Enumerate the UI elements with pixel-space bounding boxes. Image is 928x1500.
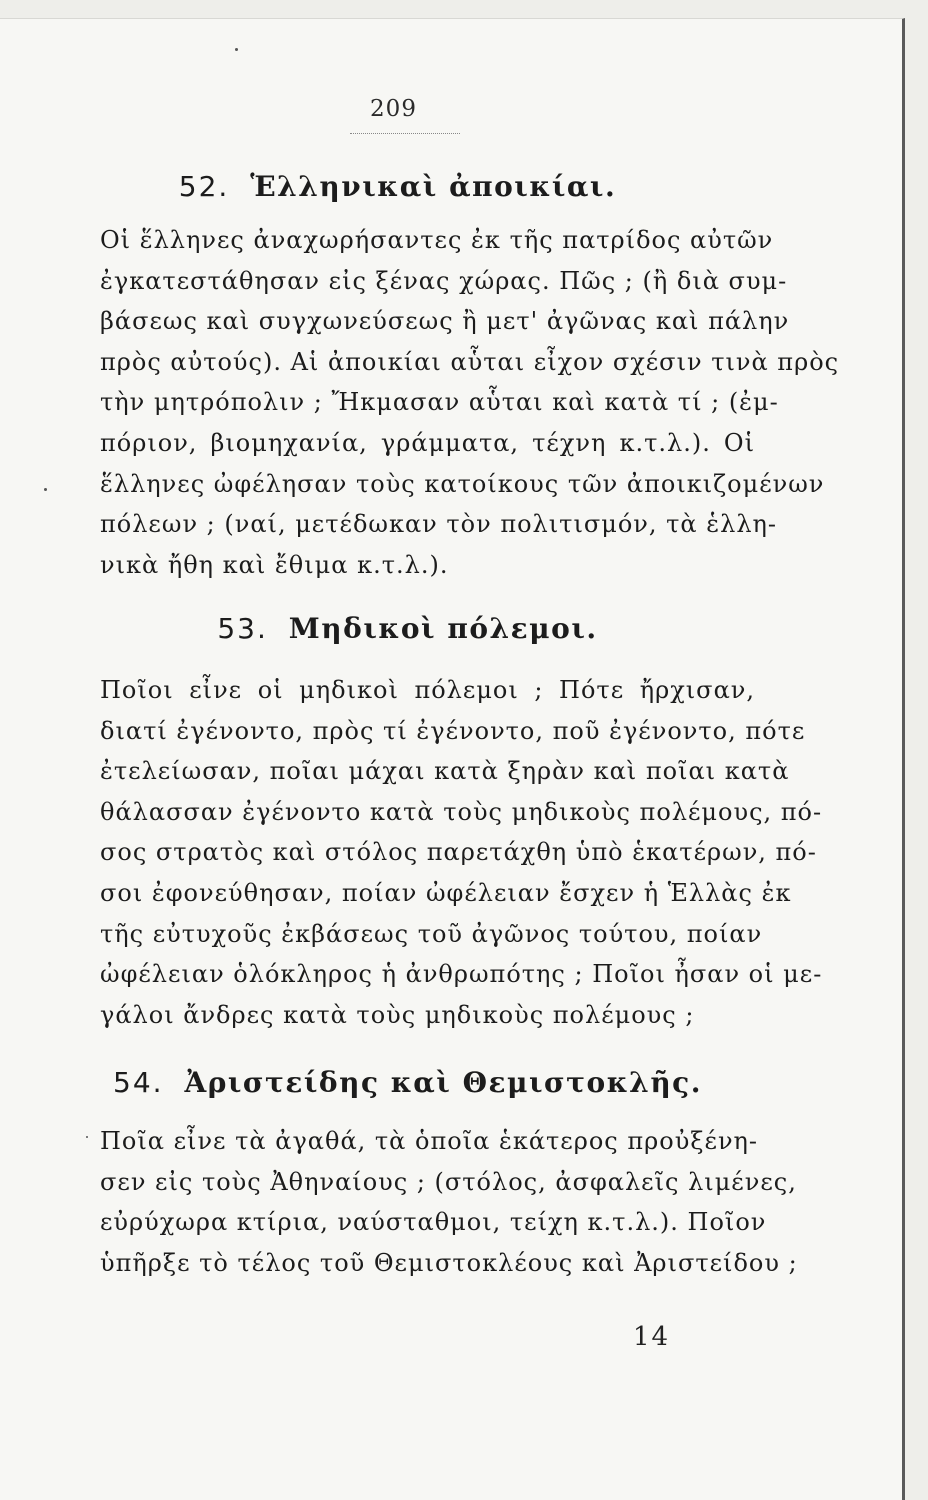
text-line: τὴν μητρόπολιν ; Ἤκμασαν αὗται καὶ κατὰ τί ; (ἐμ- — [100, 388, 779, 417]
text-line: σεν εἰς τοὺς Ἀθηναίους ; (στόλος, ἀσφαλεῖς λιμένες, — [100, 1167, 797, 1196]
section-number: 52. — [178, 170, 230, 203]
section-52-paragraph — [100, 220, 840, 585]
text-line: θάλασσαν ἐγένοντο κατὰ τοὺς μηδικοὺς πολέμους, πό- — [100, 797, 823, 826]
signature-mark: 14 — [633, 1322, 671, 1352]
text-line: Οἱ ἕλληνες ἀναχωρήσαντες ἐκ τῆς πατρίδος αὐτῶν — [100, 226, 774, 254]
section-53-paragraph — [100, 670, 823, 1035]
page-number: 209 — [370, 96, 417, 122]
scan-speck — [44, 488, 47, 491]
text-line: σος στρατὸς καὶ στόλος παρετάχθη ὑπὸ ἑκατέρων, πό- — [100, 838, 817, 867]
text-line: διατί ἐγένοντο, πρὸς τί ἐγένοντο, ποῦ ἐγένοντο, πότε — [100, 716, 806, 745]
scan-speck — [86, 1136, 88, 1138]
text-line: πόριον, βιομηχανία, γράμματα, τέχνη κ.τ.λ.). Οἱ — [100, 428, 755, 457]
section-heading-53 — [20, 612, 795, 646]
text-line: εὐρύχωρα κτίρια, ναύσταθμοι, τείχη κ.τ.λ.). Ποῖον — [100, 1208, 767, 1237]
text-line: ὠφέλειαν ὁλόκληρος ἡ ἀνθρωπότης ; Ποῖοι ἦσαν οἱ με- — [100, 960, 823, 989]
text-line: Ποῖα εἶνε τὰ ἀγαθά, τὰ ὁποῖα ἑκάτερος προὐξένη- — [100, 1127, 759, 1155]
section-number: 54. — [113, 1066, 164, 1099]
text-line: πρὸς αὐτούς). Αἱ ἀποικίαι αὗται εἶχον σχέσιν τινὰ πρὸς — [100, 347, 840, 376]
text-line: Ποῖοι εἶνε οἱ μηδικοὶ πόλεμοι ; Πότε ἤρχισαν, — [100, 676, 755, 704]
section-number: 53. — [217, 612, 268, 645]
scan-speck — [235, 48, 238, 51]
text-line: ἕλληνες ὠφέλησαν τοὺς κατοίκους τῶν ἀποικιζομένων — [100, 469, 825, 498]
section-title: Ἑλληνικαὶ ἀποικίαι. — [250, 170, 617, 203]
page-number-rule — [350, 133, 460, 134]
section-54-paragraph — [100, 1121, 798, 1283]
text-line: βάσεως καὶ συγχωνεύσεως ἢ μετ' ἀγῶνας καὶ πάλην — [100, 307, 790, 336]
section-title: Μηδικοὶ πόλεμοι. — [288, 612, 598, 645]
text-line: γάλοι ἄνδρες κατὰ τοὺς μηδικοὺς πολέμους ; — [100, 1000, 695, 1029]
text-line: πόλεων ; (ναί, μετέδωκαν τὸν πολιτισμόν, τὰ ἑλλη- — [100, 510, 778, 539]
text-line: ὑπῆρξε τὸ τέλος τοῦ Θεμιστοκλέους καὶ Ἀριστείδου ; — [100, 1248, 798, 1277]
text-line: σοι ἐφονεύθησαν, ποίαν ὠφέλειαν ἔσχεν ἡ Ἑλλὰς ἐκ — [100, 878, 792, 907]
section-heading-52 — [10, 170, 785, 204]
section-heading-54 — [20, 1066, 795, 1100]
text-line: τῆς εὐτυχοῦς ἐκβάσεως τοῦ ἀγῶνος τούτου, ποίαν — [100, 919, 763, 948]
section-title: Ἀριστείδης καὶ Θεμιστοκλῆς. — [184, 1066, 702, 1099]
text-line: ἐτελείωσαν, ποῖαι μάχαι κατὰ ξηρὰν καὶ ποῖαι κατὰ — [100, 757, 790, 786]
text-line: ἐγκατεστάθησαν εἰς ξένας χώρας. Πῶς ; (ἢ διὰ συμ- — [100, 266, 788, 295]
text-line: νικὰ ἤθη καὶ ἔθιμα κ.τ.λ.). — [100, 550, 449, 579]
